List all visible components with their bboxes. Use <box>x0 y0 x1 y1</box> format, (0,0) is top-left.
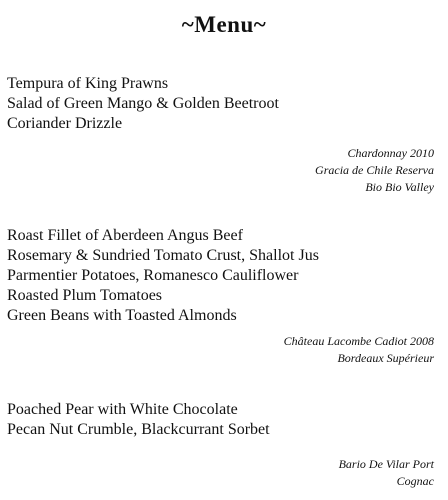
dish-line: Rosemary & Sundried Tomato Crust, Shallot Jus <box>7 247 319 264</box>
dessert-course <box>7 400 270 440</box>
dessert-wine-pairing <box>339 456 434 490</box>
dish-line: Tempura of King Prawns <box>7 75 169 92</box>
wine-line: Chardonnay 2010 <box>347 146 434 160</box>
menu-title: ~Menu~ <box>181 12 267 37</box>
dish-line: Parmentier Potatoes, Romanesco Cauliflower <box>7 267 299 284</box>
dish-line: Pecan Nut Crumble, Blackcurrant Sorbet <box>7 421 270 438</box>
starter-course <box>7 74 279 134</box>
dish-line: Coriander Drizzle <box>7 115 123 132</box>
wine-line: Gracia de Chile Reserva <box>315 163 434 177</box>
wine-line: Château Lacombe Cadiot 2008 <box>283 334 434 348</box>
dish-line: Roasted Plum Tomatoes <box>7 287 163 304</box>
wine-line: Bario De Vilar Port <box>338 457 434 471</box>
main-wine-pairing <box>284 333 434 367</box>
wine-line: Cognac <box>396 474 434 488</box>
dish-line: Roast Fillet of Aberdeen Angus Beef <box>7 227 243 244</box>
dish-line: Green Beans with Toasted Almonds <box>7 307 237 324</box>
dish-line: Salad of Green Mango & Golden Beetroot <box>7 95 279 112</box>
wine-line: Bordeaux Supérieur <box>337 351 434 365</box>
dish-line: Poached Pear with White Chocolate <box>7 401 238 418</box>
wine-line: Bio Bio Valley <box>365 180 434 194</box>
starter-wine-pairing <box>315 145 434 196</box>
main-course <box>7 226 319 326</box>
